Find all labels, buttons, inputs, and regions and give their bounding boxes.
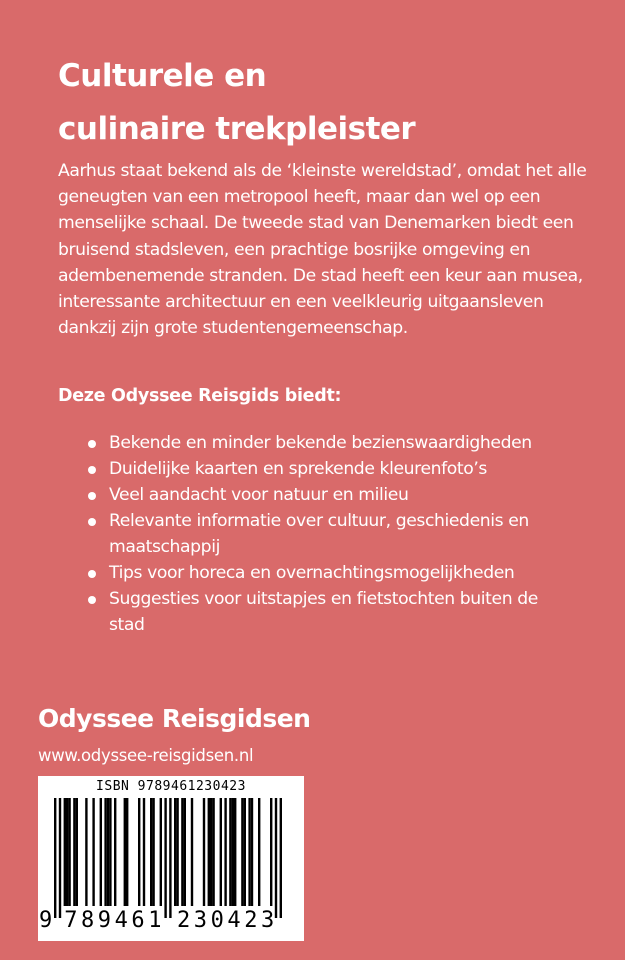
barcode-bar [210, 798, 212, 906]
barcode-bar [220, 798, 222, 906]
list-item: Tips voor horeca en overnachtingsmogelijkheden [58, 560, 578, 586]
barcode-bar [244, 798, 246, 906]
barcode-bar [59, 798, 61, 918]
barcode-bar [104, 798, 106, 906]
barcode-bar [143, 798, 145, 906]
barcode-bar [66, 798, 68, 906]
barcode-bar [169, 798, 171, 918]
barcode-bar [232, 798, 234, 906]
title-line-2: culinaire trekpleister [58, 111, 416, 147]
barcode-bar [126, 798, 128, 906]
barcode-digit: 9 [97, 908, 112, 933]
barcode-digit: 3 [193, 908, 208, 933]
barcode-bar [107, 798, 109, 906]
barcode-bar [280, 798, 282, 918]
list-item: Veel aandacht voor natuur en milieu [58, 482, 578, 508]
barcode-bar [160, 798, 162, 906]
barcode-digit: 3 [261, 908, 275, 933]
barcode-bar [109, 798, 111, 906]
barcode-bar [85, 798, 87, 906]
barcode-bar [138, 798, 140, 906]
barcode-digit: 7 [64, 908, 78, 933]
barcode-digit: 9 [39, 908, 53, 933]
features-list [58, 430, 578, 638]
barcode-bar [124, 798, 126, 906]
barcode-digit: 4 [114, 908, 128, 933]
barcode-digit: 2 [177, 908, 191, 933]
barcode-bar [234, 798, 236, 906]
barcode-digits [38, 908, 304, 938]
list-item: Suggesties voor uitstapjes en fietstochten buiten de stad [58, 586, 578, 638]
barcode-digit: 1 [148, 908, 162, 933]
intro-paragraph: Aarhus staat bekend als de ‘kleinste wereldstad’, omdat het alle geneugten van een metropool heeft, maar dan wel op een menselijke schaal. De tweede stad van Denemarken biedt een bruisend stadsleven, een prachtige bosrijke omgeving en adembenemende stranden. De stad heeft een keur aan musea, interessante architectuur en een veelkleurig uitgaansleven dankzij zijn grote studentengemeenschap. [58, 161, 587, 339]
title-line-1: Culturele en [58, 58, 267, 94]
barcode-bar [54, 798, 56, 918]
barcode-bar [164, 798, 166, 918]
list-item: Bekende en minder bekende bezienswaardigheden [58, 430, 578, 456]
barcode-bar [229, 798, 231, 906]
barcode-bar [68, 798, 70, 906]
isbn-label: ISBN 9789461230423 [96, 779, 246, 794]
barcode-bar [251, 798, 253, 906]
barcode-bar [203, 798, 205, 906]
list-item: Duidelijke kaarten en sprekende kleurenfoto’s [58, 456, 578, 482]
barcode-bar [258, 798, 260, 906]
barcode-digit: 4 [227, 908, 241, 933]
barcode-bar [208, 798, 210, 906]
barcode-bar [73, 798, 75, 906]
barcode-bar [270, 798, 272, 906]
barcode-bar [191, 798, 193, 906]
features-heading: Deze Odyssee Reisgids biedt: [58, 386, 342, 406]
page-title [58, 50, 578, 156]
barcode-bar [174, 798, 176, 906]
barcode-bar [248, 798, 250, 906]
barcode-bar [224, 798, 226, 906]
publisher-name: Odyssee Reisgidsen [38, 704, 311, 733]
barcode-digit: 6 [131, 908, 145, 933]
barcode [38, 776, 304, 941]
barcode-digit: 8 [81, 908, 95, 933]
barcode-bar [212, 798, 214, 906]
publisher-website: www.odyssee-reisgidsen.nl [38, 746, 254, 765]
list-item: Relevante informatie over cultuur, geschiedenis en maatschappij [58, 508, 578, 560]
barcode-digit: 2 [244, 908, 258, 933]
barcode-digit: 0 [210, 908, 224, 933]
barcode-bar [184, 798, 186, 906]
barcode-bar [181, 798, 183, 906]
barcode-bar [152, 798, 154, 906]
barcode-bar [100, 798, 102, 906]
barcode-bar [176, 798, 178, 906]
barcode-bar [275, 798, 277, 918]
barcode-bar [76, 798, 78, 906]
barcode-bar [150, 798, 152, 906]
barcode-bar [241, 798, 243, 906]
barcode-bar [114, 798, 116, 906]
barcode-bar [92, 798, 94, 906]
barcode-bar [64, 798, 66, 906]
